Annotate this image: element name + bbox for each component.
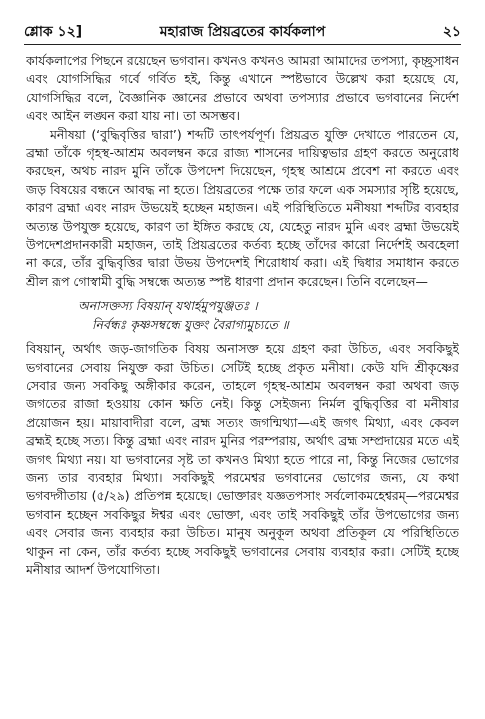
sanskrit-verse — [26, 297, 459, 334]
page-number: ২১ — [442, 24, 461, 40]
chapter-title: মহারাজ প্রিয়ব্রতের কার্যকলাপ — [159, 24, 326, 40]
verse-reference: শ্লোক ১২] — [24, 24, 83, 40]
paragraph-1: কার্যকলাপের পিছনে রয়েছেন ভগবান। কখনও কখনও আমরা আমাদের তপস্যা, কৃচ্ছ্রসাধন এবং যোগসিদ্ধির গর্বে গর্বিত হই, কিন্তু এখানে স্পষ্টভাবে উল্লেখ করা হয়েছে যে, যোগসিদ্ধির বলে, বৈজ্ঞানিক জ্ঞানের প্রভাবে অথবা তপস্যার প্রভাবে ভগবানের নির্দেশ এবং আইন লঙ্ঘন করা যায় না। তা অসম্ভব। — [26, 53, 459, 124]
page-body — [26, 52, 459, 708]
running-header — [24, 14, 461, 42]
header-rule — [24, 44, 461, 45]
paragraph-2: মনীষয়া (‘বুদ্ধিবৃত্তির দ্বারা’) শব্দটি তাৎপর্যপূর্ণ। প্রিয়ব্রত যুক্তি দেখাতে পারতেন যে, ব্রহ্মা তাঁকে গৃহস্থ-আশ্রম অবলম্বন করে রাজ্য শাসনের দায়িত্বভার গ্রহণ করতে অনুরোধ করছেন, অথচ নারদ মুনি তাঁকে উপদেশ দিয়েছেন, গৃহস্থ আশ্রমে প্রবেশ না করতে এবং জড় বিষয়ের বন্ধনে আবদ্ধ না হতে। প্রিয়ব্রতের পক্ষে তার ফলে এক সমস্যার সৃষ্টি হয়েছে, কারণ ব্রহ্মা এবং নারদ উভয়েই হচ্ছেন মহাজন। এই পরিস্থিতিতে মনীষয়া শব্দটির ব্যবহার অত্যন্ত উপযুক্ত হয়েছে, কারণ তা ইঙ্গিত করছে যে, যেহেতু নারদ মুনি এবং ব্রহ্মা উভয়েই উপদেশপ্রদানকারী মহাজন, তাই প্রিয়ব্রতের কর্তব্য হচ্ছে তাঁদের কারো নির্দেশই অবহেলা না করে, তাঁর বুদ্ধিবৃত্তির দ্বারা উভয় উপদেশই শিরোধার্য করা। এই দ্বিধার সমাধান করতে শ্রীল রূপ গোস্বামী বুদ্ধি সম্বন্ধে অত্যন্ত স্পষ্ট ধারণা প্রদান করেছেন। তিনি বলেছেন— — [26, 126, 459, 289]
verse-line-2: নির্বন্ধঃ কৃষ্ণসম্বন্ধে যুক্তং বৈরাগ্যমুচ্যতে ॥ — [92, 316, 289, 332]
verse-line-1: অনাসক্তস্য বিষয়ান্ যথার্হমুপযুঞ্জতঃ । — [78, 298, 258, 314]
paragraph-3: বিষয়ান্, অর্থাৎ জড়-জাগতিক বিষয় অনাসক্ত হয়ে গ্রহণ করা উচিত, এবং সবকিছুই ভগবানের সেবায় নিযুক্ত করা উচিত। সেটিই হচ্ছে প্রকৃত মনীষা। কেউ যদি শ্রীকৃষ্ণের সেবার জন্য সবকিছু অঙ্গীকার করেন, তাহলে গৃহস্থ-আশ্রম অবলম্বন করা অথবা জড় জগতের রাজা হওয়ায় কোন ক্ষতি নেই। কিন্তু সেইজন্য নির্মল বুদ্ধিবৃত্তির বা মনীষার প্রয়োজন হয়। মায়াবাদীরা বলে, ব্রহ্ম সত্যং জগন্মিথ্যা—এই জগৎ মিথ্যা, এবং কেবল ব্রহ্মই হচ্ছে সত্য। কিন্তু ব্রহ্মা এবং নারদ মুনির পরম্পরায়, অর্থাৎ ব্রহ্ম সম্প্রদায়ের মতে এই জগৎ মিথ্যা নয়। যা ভগবানের সৃষ্ট তা কখনও মিথ্যা হতে পারে না, কিন্তু নিজের ভোগের জন্য তার ব্যবহার মিথ্যা। সবকিছুই পরমেশ্বর ভগবানের ভোগের জন্য, যে কথা ভগবদ্গীতায় (৫/২৯) প্রতিপন্ন হয়েছে। ভোক্তারং যজ্ঞতপসাং সর্বলোকমহেশ্বরম্—পরমেশ্বর ভগবান হচ্ছেন সবকিছুর ঈশ্বর এবং ভোক্তা, এবং তাই সবকিছুই তাঁর উপভোগের জন্য এবং সেবার জন্য ব্যবহার করা উচিত। মানুষ অনুকূল অথবা প্রতিকূল যে পরিস্থিতিতে থাকুন না কেন, তাঁর কর্তব্য হচ্ছে সবকিছুই ভগবানের সেবায় ব্যবহার করা। সেটিই হচ্ছে মনীষার আদর্শ উপযোগিতা। — [26, 341, 459, 577]
